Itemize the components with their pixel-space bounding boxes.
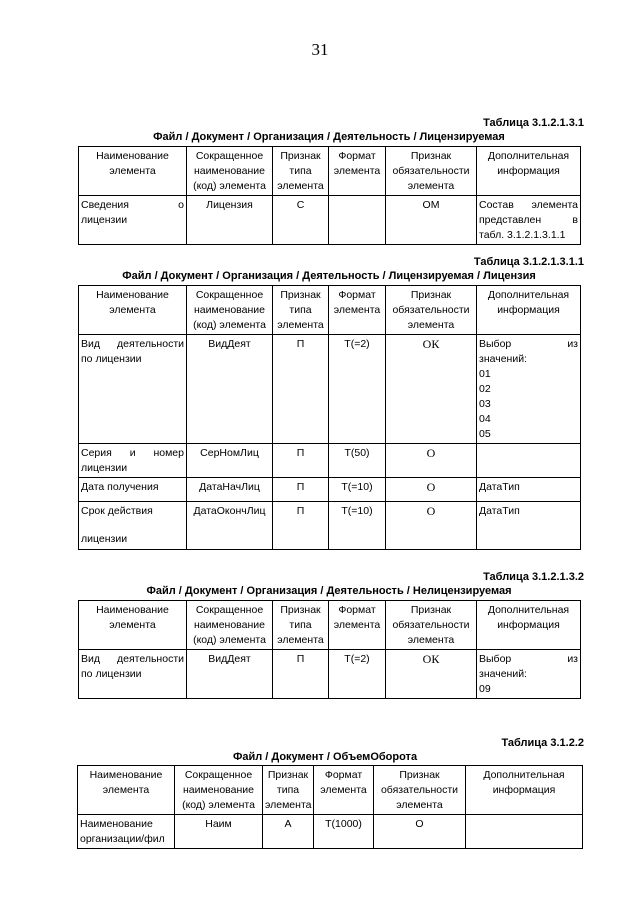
cell-type: П [273,650,329,699]
header-info: Дополнительная информация [466,766,583,815]
cell-required: О [386,444,477,478]
table-3-1-2-1-3-1-1 [78,285,581,550]
cell-format: Т(=2) [329,335,386,444]
table-title: Файл / Документ / Организация / Деятельность / Лицензируемая [153,131,505,143]
cell-info: Выбор из значений: 09 [477,650,581,699]
cell-code: ДатаНачЛиц [187,478,273,502]
cell-required: ОМ [386,196,477,245]
table-number: Таблица 3.1.2.1.3.2 [483,571,584,583]
cell-type: П [273,502,329,550]
table-3-1-2-2 [77,765,583,849]
header-required: Признак обязательности элемента [386,147,477,196]
cell-name: Вид деятельности по лицензии [79,650,187,699]
header-name: Наименование элемента [79,147,187,196]
cell-required: О [386,502,477,550]
cell-code: ВидДеят [187,335,273,444]
header-code: Сокращенное наименование (код) элемента [187,147,273,196]
header-name: Наименование элемента [79,601,187,650]
cell-type: П [273,478,329,502]
cell-type: П [273,335,329,444]
header-type: Признак типа элемента [273,601,329,650]
cell-name: Сведения о лицензии [79,196,187,245]
cell-format: Т(=10) [329,478,386,502]
header-type: Признак типа элемента [263,766,314,815]
cell-format: Т(50) [329,444,386,478]
table-title: Файл / Документ / Организация / Деятельность / Нелицензируемая [146,585,512,597]
cell-name: Вид деятельности по лицензии [79,335,187,444]
cell-name: Дата получения [79,478,187,502]
cell-type: П [273,444,329,478]
table-title: Файл / Документ / ОбъемОборота [232,751,418,763]
header-code: Сокращенное наименование (код) элемента [187,601,273,650]
value-item: 09 [479,683,491,695]
cell-info: ДатаТип [477,502,581,550]
table-3-1-2-1-3-2 [78,600,581,699]
cell-info [466,815,583,849]
cell-format: Т(=10) [329,502,386,550]
cell-required: О [386,478,477,502]
cell-info: Выбор из значений: 01 02 03 04 05 [477,335,581,444]
table-number: Таблица 3.1.2.1.3.1.1 [473,256,584,268]
cell-required: ОК [386,650,477,699]
header-info: Дополнительная информация [477,286,581,335]
cell-required: ОК [386,335,477,444]
header-format: Формат элемента [329,147,386,196]
header-code: Сокращенное наименование (код) элемента [187,286,273,335]
value-item: 05 [479,428,491,440]
header-required: Признак обязательности элемента [374,766,466,815]
page-number: 31 [311,40,329,59]
cell-code: ВидДеят [187,650,273,699]
header-format: Формат элемента [329,601,386,650]
header-info: Дополнительная информация [477,147,581,196]
table-number: Таблица 3.1.2.1.3.1 [483,117,584,129]
cell-name: Серия и номер лицензии [79,444,187,478]
table-3-1-2-1-3-1 [78,146,581,245]
value-item: 01 [479,368,491,380]
header-type: Признак типа элемента [273,286,329,335]
cell-format: Т(=2) [329,650,386,699]
cell-type: С [273,196,329,245]
cell-code: Лицензия [187,196,273,245]
header-name: Наименование элемента [79,286,187,335]
table-number: Таблица 3.1.2.2 [501,737,584,749]
header-required: Признак обязательности элемента [386,286,477,335]
cell-code: СерНомЛиц [187,444,273,478]
header-name: Наименование элемента [78,766,175,815]
cell-code: Наим [175,815,263,849]
header-format: Формат элемента [314,766,374,815]
header-format: Формат элемента [329,286,386,335]
table-title: Файл / Документ / Организация / Деятельность / Лицензируемая / Лицензия [122,270,536,282]
cell-name: Наименование организации/фил [78,815,175,849]
cell-format [329,196,386,245]
cell-info [477,444,581,478]
cell-format: Т(1000) [314,815,374,849]
cell-info: Состав элемента представлен в табл. 3.1.2.1.3.1.1 [477,196,581,245]
header-code: Сокращенное наименование (код) элемента [175,766,263,815]
header-info: Дополнительная информация [477,601,581,650]
cell-type: А [263,815,314,849]
header-type: Признак типа элемента [273,147,329,196]
value-item: 02 [479,383,491,395]
cell-code: ДатаОкончЛиц [187,502,273,550]
value-item: 03 [479,398,491,410]
value-item: 04 [479,413,491,425]
cell-info: ДатаТип [477,478,581,502]
cell-name: Срок действия лицензии [79,502,187,550]
cell-required: О [374,815,466,849]
header-required: Признак обязательности элемента [386,601,477,650]
